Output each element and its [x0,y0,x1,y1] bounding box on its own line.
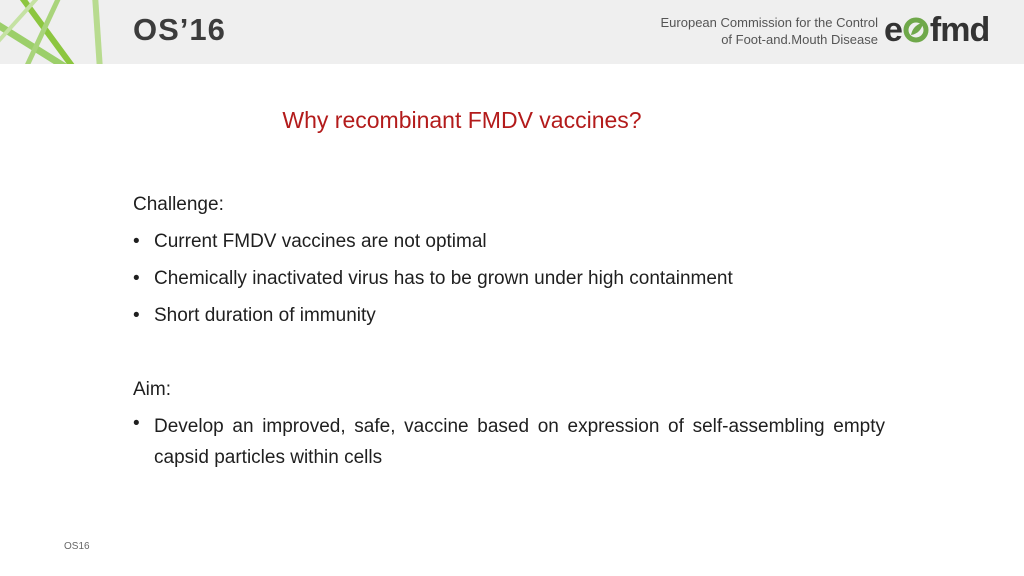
list-item-text: Chemically inactivated virus has to be grown under high containment [154,268,733,289]
list-item-text: Short duration of immunity [154,305,376,326]
challenge-heading: Challenge: [133,194,224,215]
leaf-o-icon [903,17,929,43]
header-bar [0,0,1024,64]
list-item [133,297,885,334]
bullet: • [133,305,140,326]
eufmd-logo [884,12,989,48]
footer-label: OS16 [64,541,90,552]
list-item [133,223,885,260]
stripe-4 [95,0,100,64]
list-item-text: Current FMDV vaccines are not optimal [154,231,487,252]
org-line-1: European Commission for the Control [660,15,878,30]
aim-heading: Aim: [133,379,171,400]
logo-text-left: e [884,11,902,49]
org-line-2: of Foot-and.Mouth Disease [721,32,878,47]
logo-text-right: fmd [929,11,990,49]
aim-list [133,408,885,473]
list-item [133,408,885,473]
slide-title: Why recombinant FMDV vaccines? [282,107,642,133]
list-item-text: Develop an improved, safe, vaccine based on expression of self-assembling empty capsid particles within cells [154,416,885,468]
spacer [133,334,885,371]
organization-name [661,14,879,48]
brand-title: OS’16 [133,12,226,47]
bullet: • [133,268,140,289]
bullet: • [133,231,140,252]
bullet: • [133,413,140,434]
slide-content [133,186,885,473]
challenge-list [133,223,885,334]
decorative-stripes [0,0,130,64]
list-item [133,260,885,297]
